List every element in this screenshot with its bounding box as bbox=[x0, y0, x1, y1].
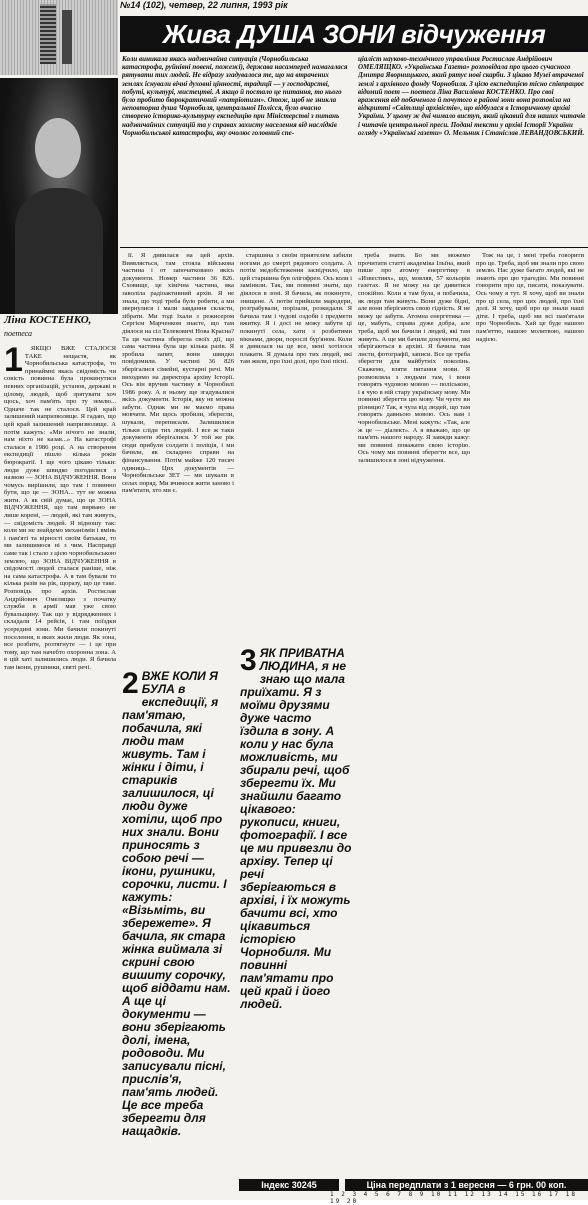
issue-line: №14 (102), четвер, 22 липня, 1993 рік bbox=[120, 0, 288, 10]
column-e bbox=[476, 252, 584, 1174]
portrait-figure bbox=[15, 188, 103, 314]
lead-column-1: Коли виникала якась надзвичайна ситуація (Чорнобильська катастрофа, руйнівні повені, пожежі), держава насамперед намагалася рятувати тих людей. Не відразу згадувалося те, що на втрачених землях існували вічні духовні цінності, традиції — у господарстві, побуті, культурі, мистецтві. А якщо й постало це питання, то нього було пробито бюрократичний «патріотизм». Отож, щоб не зникла неповторна душа Чорнобиля, центральної Полісся, було вчасно створено історико-культурну експедицію при Міністерстві з питань надзвичайних ситуацій та у справах захисту населення від наслідків Чорнобильської катастрофи, яку очолює головний спе- bbox=[122, 55, 348, 137]
section-number: 1 bbox=[4, 345, 23, 379]
column-b-text: її. Я дивилася на цей архів. Виявляється, там стояла військова частина і от започатковано якісь документи. Номер частини 36 826. Сховище, це хімічна частина, яка заволіла радіоактивний архів. Я не знала, що тоді треба було робити, а ми звернулися і мали завдання скласти, зібрати. Ми тоді їхали з режисером Сергієм Марченком знаєте, що там діялося на сіл Телековичі Нова Красна? Та ця частина зберегла своїх дії, що сама частина була ще кілька разів. Я зробила запит, вони швидко повідомили. У частині 36 826 зберігалися сімейні, кустарні речі. Ми виходимо на директора архіву Історії. Ось він вручив частину в Чорнобилі 1986 року. А в ньому ще згадувалися якісь документи. Історія, яку не можна забути. Однак ми не маємо права мовчати. Ми щось зробили, зберегли, шукали, переписали. Залишилися тільки сліди тих людей. І все ж таки документи зберігалися. У той же рік сюди прибули солдати і поліція, і ми бачили, як складено справи на фінансування. Потім майже 120 тисяч одиниць... Цих документів — Чорнобильське ЗЕТ — ми шукали в селах поряд. Ми вчимося жити заново і пам'ятати, хто ми є. bbox=[122, 252, 234, 495]
footer-left bbox=[0, 1179, 239, 1191]
column-c-section-3 bbox=[240, 645, 352, 1175]
author-portrait bbox=[0, 78, 118, 314]
subscription-index: Індекс 30245 bbox=[239, 1179, 339, 1191]
reactor-tower-image bbox=[40, 4, 56, 64]
subscription-price: Ціна передплати з 1 вересня — 6 грн. 00 коп. bbox=[345, 1179, 588, 1191]
section-3-heading: 3 ЯК ПРИВАТНА ЛЮДИНА, я не знаю що мала приїхати. Я з моїми друзями дуже часто їздила в зону. А коли у нас була можливість, ми збирали речі, щоб зберегти їх. Ми знайшли багато цікавого: рукописи, книги, фотографії. І все це ми привезли до архіву. Тепер ці речі зберігаються в архіві, і їх можуть бачити всі, хто цікавиться історією Чорнобиля. Ми повинні пам'ятати про цей край і його людей. bbox=[240, 645, 352, 1011]
column-c-text: старшина з своїм приятелем забили ногами до смерті рядового солдата. А потім медобстеження засвідчило, що цей старшина був олігофрен. Ось коли і замінили. Так, ми повинні знати, що діялося в зоні. Я бачила, як покинуте, знищене. А потім прийшли мародери, розграбували, порізали, розкидали. Я бачила там і чудові оздоби і предмети вжитку. Я і досі не можу забути ці покинуті села, хати з розбитими вікнами, двори, порослі бур'яном. Коли я дивилася на це все, мені хотілося плакати. Я думала про тих людей, які там жили, про їхні долі, про їхні пісні. bbox=[240, 252, 352, 366]
article-title: Жива ДУША ЗОНИ відчуження bbox=[120, 16, 588, 52]
lead-column-2: ціаліст науково-технічного управління Ростислав Андрійович ОМЕЛЯЩКО. «Українська Газета» розповідала про цього сучасного Дмитра Яворницького, який рятує нові скарби. З цікаво Музеї втраченої землі з архівного фонду Чорнобиля. З цією експедицією тісно співпрацює відомий поет — поетеса Ліна Василівна КОСТЕНКО. Про свої враження від побаченого й почутого в районі зони вона розповіла на відкритті «Світлиці архівістів», що відбулася в Історичному архіві України. У цьому ж дні чимало виступ, який цікавий для наших читачів і читачів центральної преси. Подані тексти у архіві Історії України огляду «Українські газети» О. Мельник і Станіслав ЛЕВАНДОВСЬКИЙ. bbox=[358, 55, 586, 137]
reactor-tower-image bbox=[62, 10, 72, 64]
column-d-text: треба знати. Бо ми можемо прочитати статті академіка Ільїна, який пише про атомну енергетику в «Известиях», що, мовляв, 57 кольорів газетах. Я не можу на це дивитися спокійно. Коли я там була, я побачила, як люди там живуть. Вони дуже бідні, але вони зберігають свою гідність. Я не можу це забути. Атомна енергетика — це, мабуть, справа дуже добра, але треба, щоб ми бачили і людей, які там живуть. А ще ми бачили документи, які зберігаються в архіві. Я бачила там листи, фотографії, записи. Все це треба зберегти для майбутніх поколінь. Скажемо, взяти питання мови. Я розмовляла з людьми там, і вони говорять чудовою мовою — поліською, і я чую в ній стару українську мову. Ми повинні зберегти цю мову. Чи чуєте ви різницю? Так, я чула від людей, що там говорять давньою мовою. Ось вам і чорнобильське. Мені кажуть: «Так, але ж це — діалект». А я вважаю, що це пам'ять нашого народу. Я завжди кажу: ми повинні поважати свою історію. Ось чому ми повинні зберегти все, що залишилося в зоні відчуження. bbox=[358, 252, 470, 465]
portrait-face bbox=[35, 118, 81, 178]
caption-name: Ліна КОСТЕНКО, bbox=[4, 314, 92, 326]
column-e-text: Тож на це, і мені треба говорити про це. Треба, щоб ми знали про свою землю. Нас дуже багато людей, які не знають про цю трагедію. Ми повинні говорити про це, писати, показувати. Ось чому я тут. Я хочу, щоб ви знали про ці села, про цих людей, про їхні долі. Я хочу, щоб про це знали наші діти. І треба, щоб ми всі пам'ятали про Чорнобиль. Хай це буде нашою пам'яттю, нашою молитвою, нашою надією. bbox=[476, 252, 584, 343]
caption-role: поетеса bbox=[4, 329, 33, 338]
divider bbox=[120, 247, 588, 248]
column-d bbox=[358, 252, 470, 1174]
chernobyl-photo bbox=[0, 0, 118, 75]
column-a-text: ЯКЩО ВЖЕ СТАЛОСЯ ТАКЕ нещастя, як Чорнобильська катастрофа, то принаймні якась свідомість чи совість повинна була прокинутися певних організацій, установ, державі в цілому, людей, щоб зрятувати хоч щось, хоч пам'ять про ту землю... Одначе так не сталося. Цей край залишений напризволяще. Я гадаю, що цей край залишений напризволяще. А потім кажуть: «Ми нічого не знали, нам ніхто не казав...» На катастрофі сталася в 1986 році. А на створення експедиції пішло кілька років бюрократії. І ще чого цікаво тільки: люди дуже швидко погодилися з назвою — ЗОНА ВІДЧУЖЕННЯ. Вони чомусь вирішили, що там і повинно бути, що це — ЗОНА... тут не можна жити. А як свій думає, що це ЗОНА ВІДЧУЖЕННЯ, що там вирвано не лише корені, — людей, які там живуть, — свідомість людей. Я відношу так: коли ми не знайдемо механізмів і вмінь і пам'яті та вірності своїм батькам, то ми залишимося ні з чим. Насправді саме так і стало з цією чорнобильською землею, що ЗОНА ВІДЧУЖЕННЯ в свідомості людей сталася раніше, ніж на сама катастрофа. А я там бували то кілька разів на рік, щоразу, що це таке. Розповідь про архів. Ростислав Андрійович Омелящко з початку служби в армії мав уже свою бувальщину. Так що у відрядженнях і складали 14 рейсів, і там поїздки усередині зони. Ми бачили покинуті поселення, в яких жили люди. Як зона, все розбите, розтягнуте — і це при тому, що там начебто охоронна зона. А в цій хаті залишились люди. Я бачила там ікони, рушники, святі речі. bbox=[4, 345, 116, 671]
section-2-heading: 2 ВЖЕ КОЛИ Я БУЛА в експедиції, я пам'ятаю, побачила, які люди там живуть. Там і жінки і діти, і стариків залишилося, ці люди дуже хотіли, щоб про них знали. Вони приносять з собою речі — ікони, рушники, сорочки, листи. І кажуть: «Візьміть, ви збережете». Я бачила, як стара жінка виймала зі скрині свою вишиту сорочку, щоб віддати нам. А ще ці документи — вони зберігають долі, імена, родоводи. Ми записували пісні, прислів'я, пам'ять людей. Це все треба зберегти для нащадків. bbox=[122, 668, 231, 1138]
lead-paragraph bbox=[122, 55, 586, 245]
column-c bbox=[240, 252, 352, 642]
column-b bbox=[122, 252, 234, 662]
column-a bbox=[4, 345, 116, 1175]
footer-bar bbox=[0, 1179, 588, 1191]
column-b-section-2 bbox=[122, 668, 234, 1174]
print-scale: 1 2 3 4 5 6 7 8 9 10 11 12 13 14 15 16 17 18 19 20 bbox=[330, 1191, 577, 1205]
